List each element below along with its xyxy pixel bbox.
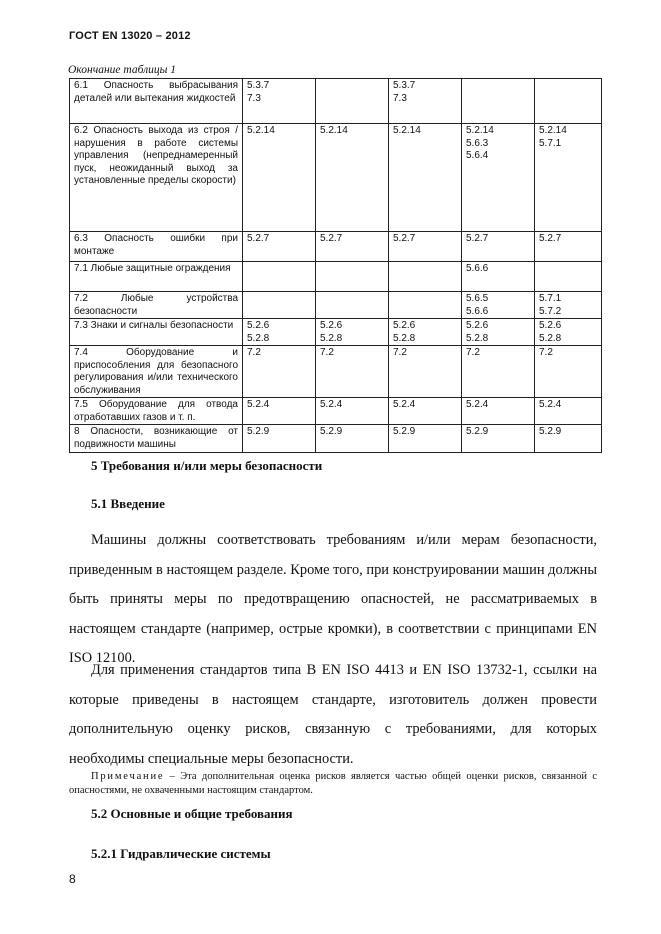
ref-cell: 5.2.14 xyxy=(389,124,462,232)
hazard-cell: 8 Опасности, возникающие от подвижности машины xyxy=(70,425,243,453)
ref-cell xyxy=(243,292,316,319)
ref-cell xyxy=(535,79,602,124)
paragraph-type-b: Для применения стандартов типа B EN ISO 4413 и EN ISO 13732-1, ссылки на которые приведены в настоящем стандарте, изготовитель должен провести дополнительную оценку рисков, связанную с требованиями, для которых необходимы специальные меры безопасности. xyxy=(69,662,597,767)
table-row xyxy=(70,292,602,319)
table-row xyxy=(70,319,602,346)
ref-cell: 7.2 xyxy=(389,346,462,398)
ref-cell: 5.2.9 xyxy=(389,425,462,453)
ref-cell: 5.7.1 5.7.2 xyxy=(535,292,602,319)
ref-cell: 5.2.6 5.2.8 xyxy=(462,319,535,346)
hazard-cell: 7.4 Оборудование и приспособления для безопасного регулирования и/или технического обслуживания xyxy=(70,346,243,398)
page-number: 8 xyxy=(69,872,76,886)
hazard-cell: 7.2 Любые устройства безопасности xyxy=(70,292,243,319)
ref-cell: 5.3.7 7.3 xyxy=(389,79,462,124)
hazards-table xyxy=(69,78,602,453)
standard-code-header: ГОСТ EN 13020 – 2012 xyxy=(69,30,191,42)
ref-cell xyxy=(316,262,389,292)
ref-cell xyxy=(535,262,602,292)
hazard-cell: 7.1 Любые защитные ограждения xyxy=(70,262,243,292)
ref-cell: 5.2.7 xyxy=(316,232,389,262)
ref-cell: 5.2.4 xyxy=(462,398,535,425)
ref-cell: 5.6.5 5.6.6 xyxy=(462,292,535,319)
note-label: Примечание xyxy=(91,771,165,782)
ref-cell: 5.2.7 xyxy=(462,232,535,262)
hazard-cell: 6.3 Опасность ошибки при монтаже xyxy=(70,232,243,262)
ref-cell: 5.2.6 5.2.8 xyxy=(316,319,389,346)
ref-cell: 5.2.6 5.2.8 xyxy=(535,319,602,346)
section-5-2-1-title: 5.2.1 Гидравлические системы xyxy=(91,846,271,861)
table-caption: Окончание таблицы 1 xyxy=(68,64,176,76)
ref-cell: 5.2.7 xyxy=(389,232,462,262)
ref-cell: 5.2.14 xyxy=(316,124,389,232)
table-row xyxy=(70,79,602,124)
note xyxy=(69,770,597,798)
hazard-cell: 7.3 Знаки и сигналы безопасности xyxy=(70,319,243,346)
ref-cell: 5.2.14 5.6.3 5.6.4 xyxy=(462,124,535,232)
table-row xyxy=(70,346,602,398)
hazard-cell: 6.2 Опасность выхода из строя / нарушения в работе системы управления (непреднамеренный пуск, неожиданный выход за установленные пределы скорости) xyxy=(70,124,243,232)
ref-cell xyxy=(243,262,316,292)
ref-cell: 5.2.4 xyxy=(243,398,316,425)
ref-cell: 7.2 xyxy=(316,346,389,398)
section-5-title: 5 Требования и/или меры безопасности xyxy=(91,458,323,473)
ref-cell: 5.2.6 5.2.8 xyxy=(243,319,316,346)
ref-cell: 5.2.9 xyxy=(535,425,602,453)
ref-cell: 5.2.4 xyxy=(535,398,602,425)
ref-cell: 5.2.9 xyxy=(462,425,535,453)
hazard-cell: 7.5 Оборудование для отвода отработавших газов и т. п. xyxy=(70,398,243,425)
table-row xyxy=(70,124,602,232)
section-5-1-title: 5.1 Введение xyxy=(91,496,165,511)
ref-cell: 5.2.14 5.7.1 xyxy=(535,124,602,232)
ref-cell xyxy=(462,79,535,124)
ref-cell xyxy=(316,292,389,319)
ref-cell xyxy=(389,262,462,292)
table-row xyxy=(70,398,602,425)
ref-cell: 7.2 xyxy=(535,346,602,398)
ref-cell: 5.2.9 xyxy=(316,425,389,453)
hazard-cell: 6.1 Опасность выбрасывания деталей или вытекания жидкостей xyxy=(70,79,243,124)
ref-cell: 5.3.7 7.3 xyxy=(243,79,316,124)
ref-cell: 5.2.7 xyxy=(243,232,316,262)
ref-cell: 5.2.14 xyxy=(243,124,316,232)
table-row xyxy=(70,425,602,453)
note-text: – Эта дополнительная оценка рисков является частью общей оценки рисков, связанной с опасностями, не охваченными настоящим стандартом. xyxy=(69,771,597,796)
ref-cell: 7.2 xyxy=(243,346,316,398)
ref-cell: 5.2.6 5.2.8 xyxy=(389,319,462,346)
table-row xyxy=(70,262,602,292)
ref-cell: 5.6.6 xyxy=(462,262,535,292)
section-5-2-title: 5.2 Основные и общие требования xyxy=(91,806,293,821)
ref-cell: 5.2.4 xyxy=(316,398,389,425)
ref-cell: 5.2.9 xyxy=(243,425,316,453)
ref-cell: 5.2.4 xyxy=(389,398,462,425)
ref-cell xyxy=(316,79,389,124)
ref-cell: 7.2 xyxy=(462,346,535,398)
table-row xyxy=(70,232,602,262)
paragraph-intro: Машины должны соответствовать требованиям и/или мерам безопасности, приведенным в настоящем разделе. Кроме того, при конструировании машин должны быть приняты меры по предотвращению опасностей, не рассматриваемых в настоящем стандарте (например, острые кромки), в соответствии с принципами EN ISO 12100. xyxy=(69,532,597,666)
ref-cell: 5.2.7 xyxy=(535,232,602,262)
ref-cell xyxy=(389,292,462,319)
